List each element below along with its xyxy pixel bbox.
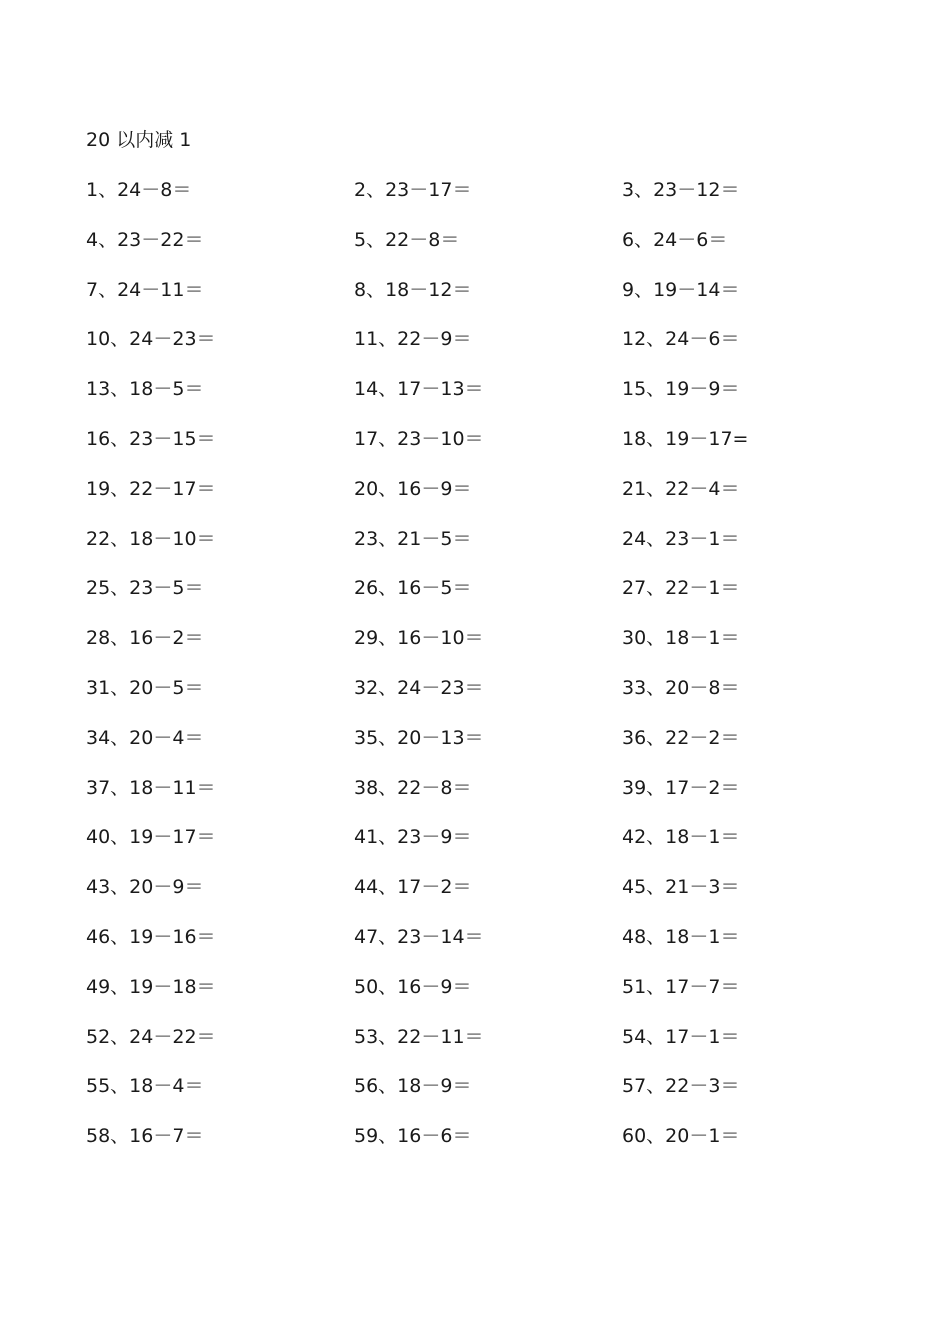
problem-item: 36、22－2＝ bbox=[622, 726, 740, 749]
problem-item: 56、18－9＝ bbox=[354, 1075, 472, 1098]
problem-item: 18、19－17= bbox=[622, 427, 749, 450]
problem-item: 14、17－13＝ bbox=[354, 378, 484, 401]
problem-item: 58、16－7＝ bbox=[86, 1125, 204, 1148]
worksheet-title: 20 以内减 1 bbox=[86, 129, 192, 151]
problem-item: 43、20－9＝ bbox=[86, 876, 204, 899]
problem-item: 34、20－4＝ bbox=[86, 726, 204, 749]
problem-item: 32、24－23＝ bbox=[354, 676, 484, 699]
problem-item: 49、19－18＝ bbox=[86, 975, 216, 998]
problem-item: 17、23－10＝ bbox=[354, 427, 484, 450]
problem-item: 23、21－5＝ bbox=[354, 527, 472, 550]
problem-item: 25、23－5＝ bbox=[86, 577, 204, 600]
problem-item: 39、17－2＝ bbox=[622, 776, 740, 799]
problem-item: 38、22－8＝ bbox=[354, 776, 472, 799]
problem-item: 48、18－1＝ bbox=[622, 925, 740, 948]
problem-item: 40、19－17＝ bbox=[86, 826, 216, 849]
problem-item: 2、23－17＝ bbox=[354, 179, 472, 201]
problem-item: 27、22－1＝ bbox=[622, 577, 740, 600]
problem-item: 57、22－3＝ bbox=[622, 1075, 740, 1098]
problem-item: 20、16－9＝ bbox=[354, 477, 472, 500]
problem-item: 33、20－8＝ bbox=[622, 676, 740, 699]
problem-grid bbox=[86, 177, 886, 1173]
problem-item: 59、16－6＝ bbox=[354, 1125, 472, 1148]
problem-item: 15、19－9＝ bbox=[622, 378, 740, 401]
problem-item: 16、23－15＝ bbox=[86, 427, 216, 450]
problem-item: 10、24－23＝ bbox=[86, 328, 216, 351]
problem-item: 19、22－17＝ bbox=[86, 477, 216, 500]
problem-item: 50、16－9＝ bbox=[354, 975, 472, 998]
problem-item: 42、18－1＝ bbox=[622, 826, 740, 849]
problem-item: 51、17－7＝ bbox=[622, 975, 740, 998]
problem-item: 31、20－5＝ bbox=[86, 676, 204, 699]
problem-item: 47、23－14＝ bbox=[354, 925, 484, 948]
problem-item: 60、20－1＝ bbox=[622, 1125, 740, 1148]
problem-item: 1、24－8＝ bbox=[86, 179, 192, 201]
problem-item: 22、18－10＝ bbox=[86, 527, 216, 550]
problem-item: 21、22－4＝ bbox=[622, 477, 740, 500]
problem-item: 30、18－1＝ bbox=[622, 627, 740, 650]
problem-item: 55、18－4＝ bbox=[86, 1075, 204, 1098]
problem-item: 6、24－6＝ bbox=[622, 228, 728, 251]
problem-item: 41、23－9＝ bbox=[354, 826, 472, 849]
problem-item: 35、20－13＝ bbox=[354, 726, 484, 749]
problem-item: 8、18－12＝ bbox=[354, 278, 472, 301]
problem-item: 37、18－11＝ bbox=[86, 776, 216, 799]
problem-item: 53、22－11＝ bbox=[354, 1025, 484, 1048]
problem-item: 3、23－12＝ bbox=[622, 179, 740, 201]
problem-item: 26、16－5＝ bbox=[354, 577, 472, 600]
problem-item: 28、16－2＝ bbox=[86, 627, 204, 650]
problem-item: 52、24－22＝ bbox=[86, 1025, 216, 1048]
problem-item: 9、19－14＝ bbox=[622, 278, 740, 301]
problem-item: 54、17－1＝ bbox=[622, 1025, 740, 1048]
problem-item: 24、23－1＝ bbox=[622, 527, 740, 550]
problem-item: 5、22－8＝ bbox=[354, 228, 460, 251]
problem-item: 13、18－5＝ bbox=[86, 378, 204, 401]
problem-item: 46、19－16＝ bbox=[86, 925, 216, 948]
problem-item: 7、24－11＝ bbox=[86, 278, 204, 301]
problem-item: 12、24－6＝ bbox=[622, 328, 740, 351]
problem-item: 29、16－10＝ bbox=[354, 627, 484, 650]
problem-item: 11、22－9＝ bbox=[354, 328, 472, 351]
problem-item: 45、21－3＝ bbox=[622, 876, 740, 899]
problem-item: 4、23－22＝ bbox=[86, 228, 204, 251]
problem-item: 44、17－2＝ bbox=[354, 876, 472, 899]
